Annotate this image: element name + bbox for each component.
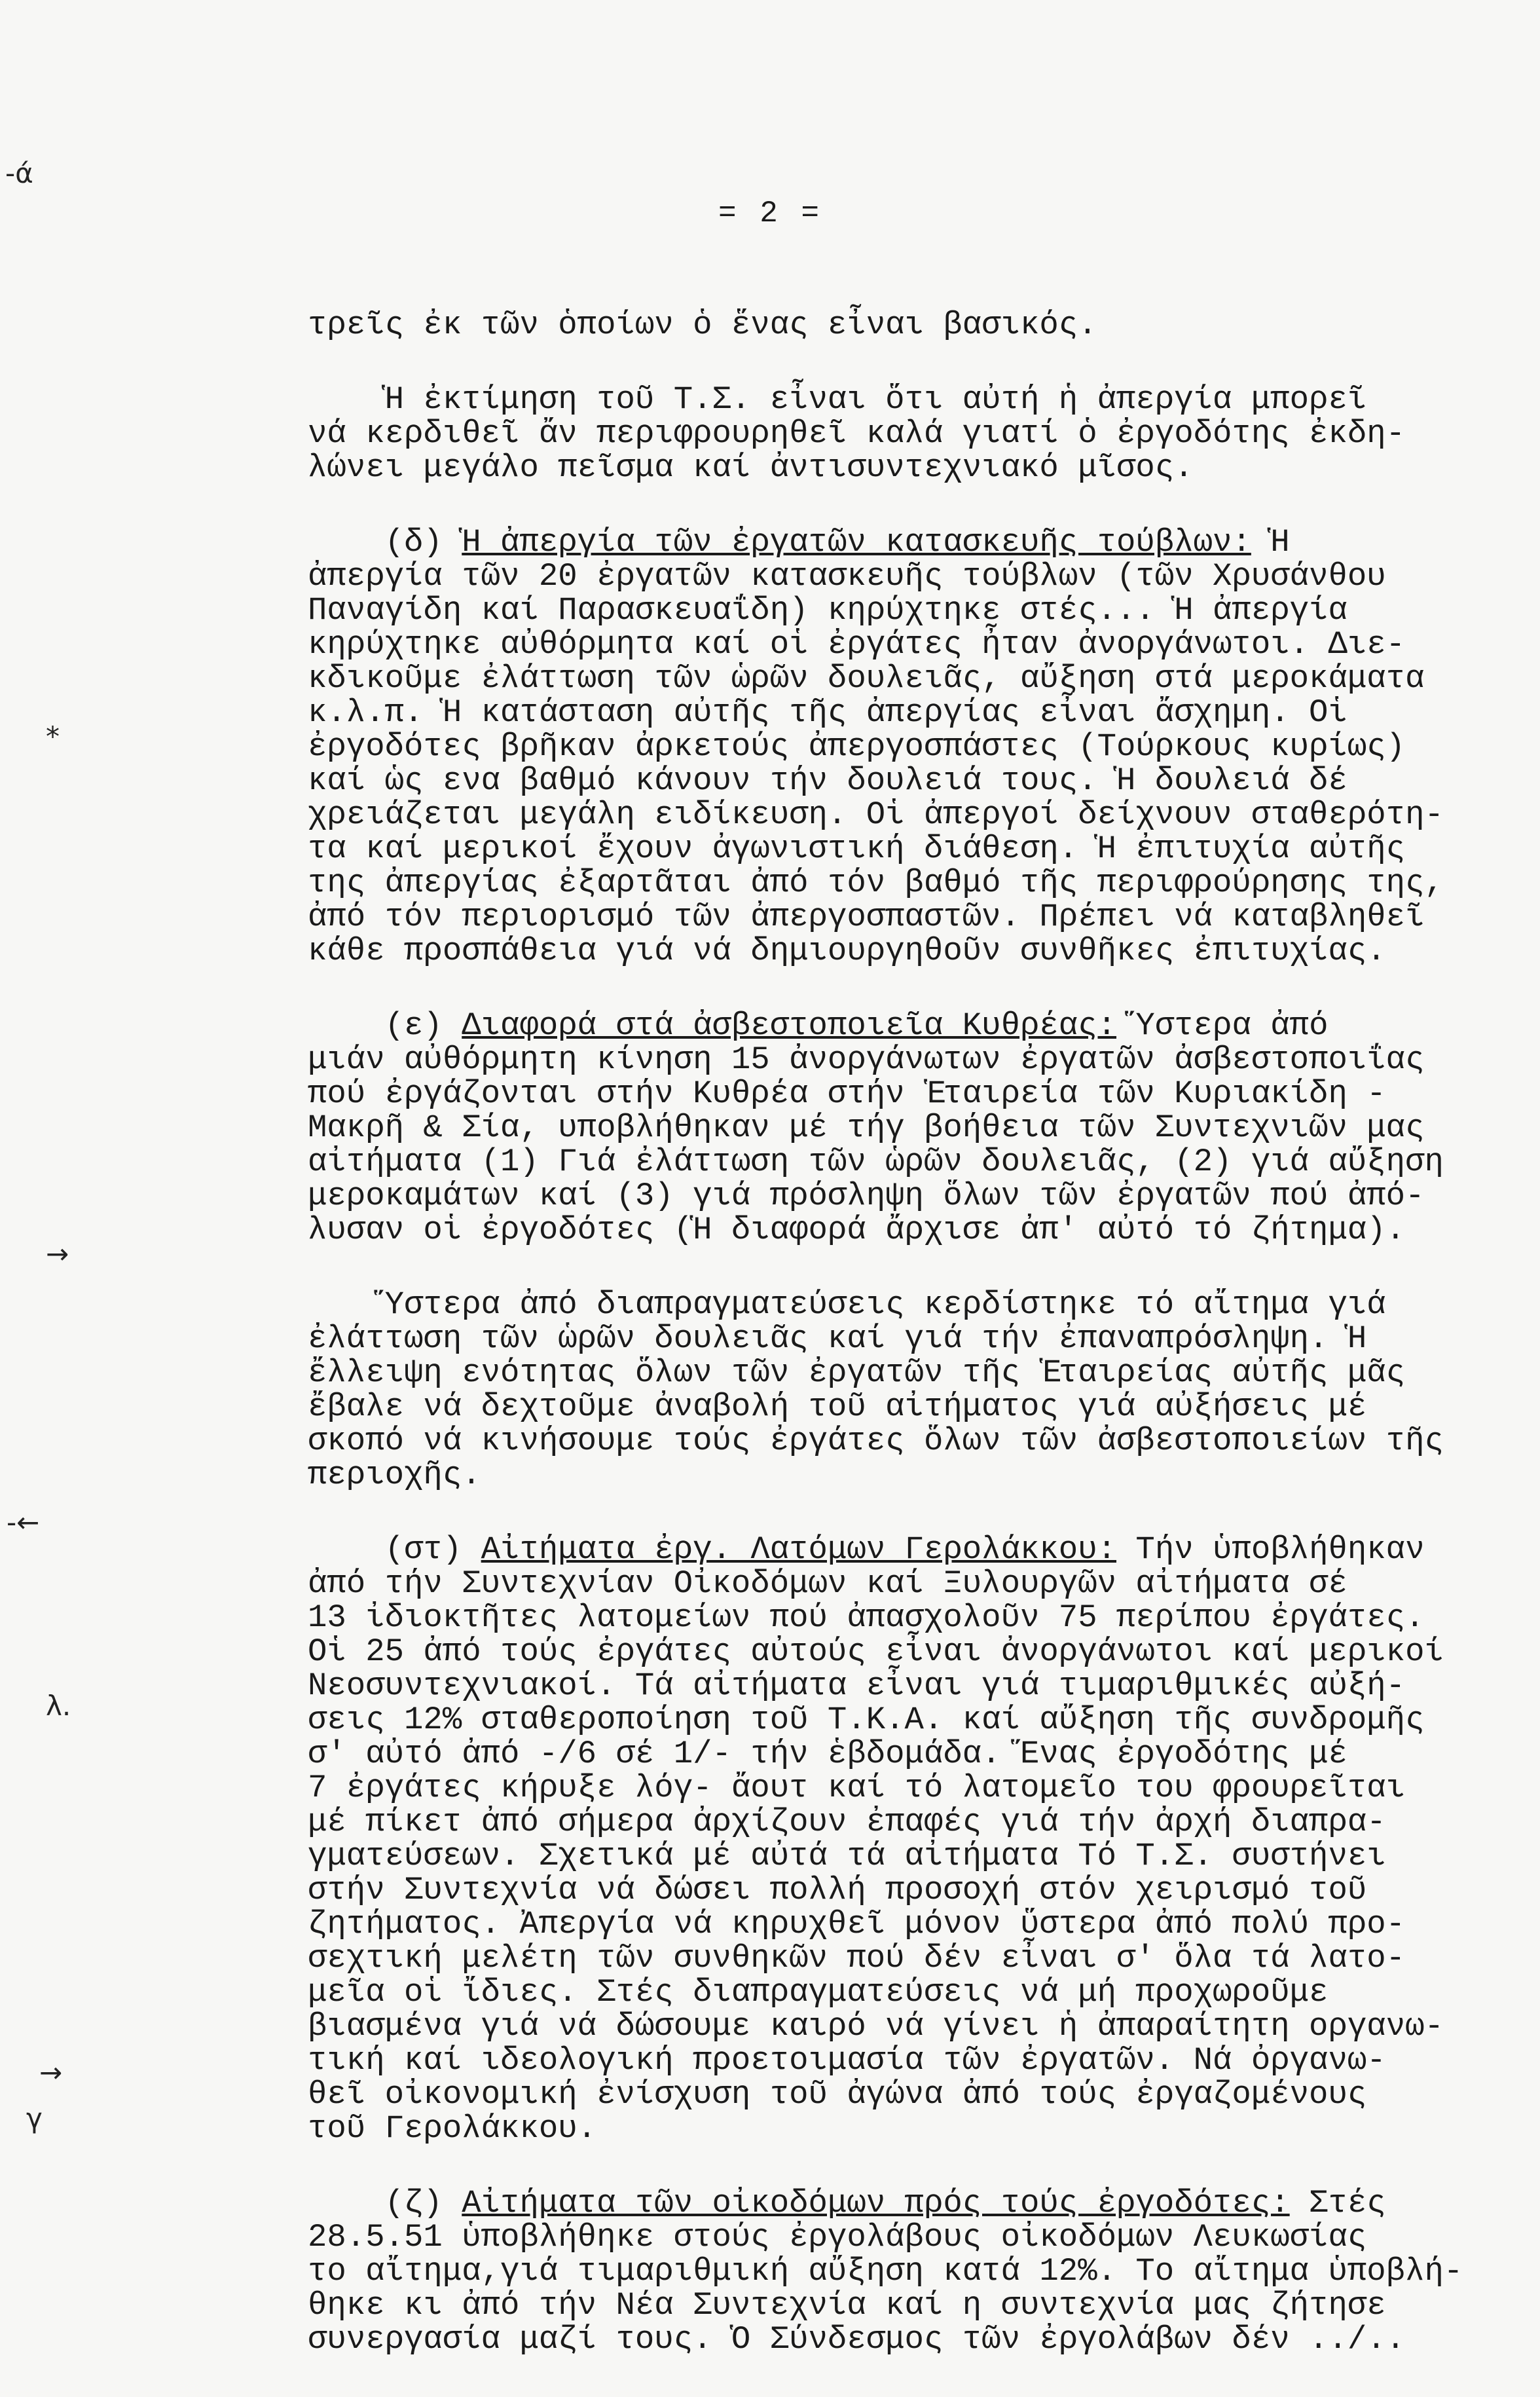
text-line: Μακρῆ & Σία, υποβλήθηκαν μέ τήγ βοήθεια τῶν Συντεχνιῶν μας: [308, 1109, 1425, 1146]
section-heading: Αἰτήματα ἐργ. Λατόμων Γερολάκκου:: [481, 1531, 1117, 1568]
text-line: θεῖ οἰκονομική ἐνίσχυση τοῦ ἀγώνα ἀπό τούς ἐργαζομένους: [308, 2076, 1367, 2113]
text-line: ἔβαλε νά δεχτοῦμε ἀναβολή τοῦ αἰτήματος γιά αὐξήσεις μέ: [308, 1388, 1367, 1425]
text-line: ζητήματος. Ἀπεργία νά κηρυχθεῖ μόνον ὕστερα ἀπό πολύ προ-: [308, 1906, 1406, 1942]
paragraph: [308, 382, 1526, 485]
text-line: συνεργασία μαζί τους. Ὁ Σύνδεσμος τῶν ἐργολάβων δέν ../..: [308, 2321, 1406, 2358]
page-number: = 2 =: [718, 196, 822, 231]
text-line: κ.λ.π. Ἡ κατάσταση αὐτῆς τῆς ἀπεργίας εἶναι ἄσχημη. Οἱ: [308, 694, 1348, 731]
text-line: θηκε κι ἀπό τήν Νέα Συντεχνία καί η συντεχνία μας ζήτησε: [308, 2287, 1386, 2324]
text-line: μέ πίκετ ἀπό σήμερα ἀρχίζουν ἐπαφές γιά τήν ἀρχή διαπρα-: [308, 1804, 1386, 1840]
text-line: Ἡ ἐκτίμηση τοῦ Τ.Σ. εἶναι ὅτι αὐτή ἡ ἀπεργία μπορεῖ: [308, 381, 1367, 418]
text-line: μιάν αὐθόρμητη κίνηση 15 ἀνοργάνωτων ἐργατῶν ἀσβεστοποιΐας: [308, 1041, 1425, 1078]
text-line: κάθε προσπάθεια γιά νά δημιουργηθοῦν συνθῆκες ἐπιτυχίας.: [308, 933, 1386, 969]
margin-mark: -ά: [5, 157, 33, 189]
paragraph-z-builders-demands: [308, 2186, 1526, 2356]
heading-continuation: Τήν ὑποβλήθηκαν: [1116, 1531, 1425, 1568]
text-line: ἀπεργία τῶν 20 ἐργατῶν κατασκευῆς τούβλων (τῶν Χρυσάνθου: [308, 558, 1386, 595]
text-line: βιασμένα γιά νά δώσουμε καιρό νά γίνει ἡ ἀπαραίτητη οργανω-: [308, 2008, 1444, 2045]
text-line: ἀπό τήν Συντεχνίαν Οἰκοδόμων καί Ξυλουργῶν αἰτήματα σέ: [308, 1565, 1348, 1602]
section-label: (ζ): [308, 2185, 462, 2221]
text-line: σ' αὐτό ἀπό -/6 σέ 1/- τήν ἑβδομάδα. Ἕνας ἐργοδότης μέ: [308, 1736, 1348, 1772]
section-heading: Αἰτήματα τῶν οἰκοδόμων πρός τούς ἐργοδότες:: [462, 2185, 1290, 2221]
text-line: σεχτική μελέτη τῶν συνθηκῶν πού δέν εἶναι σ' ὅλα τά λατο-: [308, 1940, 1406, 1977]
text-line: 7 ἐργάτες κήρυξε λόγ- ἄουτ καί τό λατομεῖο του φρουρεῖται: [308, 1770, 1406, 1806]
text-line: λώνει μεγάλο πεῖσμα καί ἀντισυντεχνιακό μῖσος.: [308, 449, 1194, 486]
heading-continuation: Στές: [1289, 2185, 1386, 2221]
text-line: 28.5.51 ὑποβλήθηκε στούς ἐργολάβους οἰκοδόμων Λευκωσίας: [308, 2219, 1367, 2256]
margin-mark: →: [46, 1238, 69, 1270]
text-line: κδικοῦμε ἐλάττωση τῶν ὡρῶν δουλειᾶς, αὔξηση στά μεροκάματα: [308, 660, 1425, 697]
text-line: της ἀπεργίας ἐξαρτᾶται ἀπό τόν βαθμό τῆς περιφρούρησης της,: [308, 864, 1444, 901]
text-line: ἐργοδότες βρῆκαν ἀρκετούς ἀπεργοσπάστες (Τούρκους κυρίως): [308, 728, 1406, 765]
text-line: τική καί ιδεολογική προετοιμασία τῶν ἐργατῶν. Νά ὀργανω-: [308, 2042, 1386, 2079]
paragraph-d-brick-workers-strike: [308, 525, 1526, 968]
paragraph-st-quarry-workers-demands: [308, 1533, 1526, 2146]
margin-mark: -←: [7, 1506, 40, 1538]
text-line: περιοχῆς.: [308, 1457, 481, 1493]
paragraph-e-kythrea-dispute: [308, 1009, 1526, 1247]
text-line: γματεύσεων. Σχετικά μέ αὐτά τά αἰτήματα Τό Τ.Σ. συστήνει: [308, 1838, 1386, 1874]
section-heading-line: [308, 1009, 1526, 1043]
paragraph: [308, 1288, 1526, 1492]
margin-mark: →: [39, 2056, 63, 2089]
heading-continuation: Ὕστερα ἀπό: [1116, 1007, 1329, 1044]
text-line: Οἱ 25 ἀπό τούς ἐργάτες αὐτούς εἶναι ἀνοργάνωτοι καί μερικοί: [308, 1633, 1444, 1670]
heading-continuation: Ἡ: [1251, 524, 1290, 561]
text-line: χρειάζεται μεγάλη ειδίκευση. Οἱ ἀπεργοί δείχνουν σταθερότη-: [308, 796, 1444, 833]
text-line: σεις 12% σταθεροποίηση τοῦ Τ.Κ.Α. καί αὔξηση τῆς συνδρομῆς: [308, 1701, 1425, 1738]
text-line: το αἴτημα,γιά τιμαριθμική αὔξηση κατά 12%. Το αἴτημα ὑποβλή-: [308, 2253, 1463, 2290]
text-line: ἀπό τόν περιορισμό τῶν ἀπεργοσπαστῶν. Πρέπει νά καταβληθεῖ: [308, 899, 1425, 935]
text-line: Παναγίδη καί Παρασκευαΐδη) κηρύχτηκε στές... Ἡ ἀπεργία: [308, 592, 1348, 629]
text-line: αἰτήματα (1) Γιά ἐλάττωση τῶν ὡρῶν δουλειᾶς, (2) γιά αὔξηση: [308, 1143, 1444, 1180]
text-line: τα καί μερικοί ἔχουν ἀγωνιστική διάθεση. Ἡ ἐπιτυχία αὐτῆς: [308, 830, 1406, 867]
text-line: Νεοσυντεχνιακοί. Τά αἰτήματα εἶναι γιά τιμαριθμικές αὐξή-: [308, 1667, 1406, 1704]
text-line: καί ὡς ενα βαθμό κάνουν τήν δουλειά τους. Ἡ δουλειά δέ: [308, 762, 1348, 799]
text-line: στήν Συντεχνία νά δώσει πολλή προσοχή στόν χειρισμό τοῦ: [308, 1872, 1367, 1908]
text-line: 13 ἰδιοκτῆτες λατομείων πού ἀπασχολοῦν 75 περίπου ἐργάτες.: [308, 1599, 1425, 1636]
text-line: κηρύχτηκε αὐθόρμητα καί οἱ ἐργάτες ἦταν ἀνοργάνωτοι. Διε-: [308, 626, 1406, 663]
text-line: σκοπό νά κινήσουμε τούς ἐργάτες ὅλων τῶν ἀσβεστοποιείων τῆς: [308, 1422, 1444, 1459]
paragraph: [308, 308, 1526, 342]
margin-mark: γ: [26, 2102, 43, 2134]
section-heading: Διαφορά στά ἀσβεστοποιεῖα Κυθρέας:: [462, 1007, 1117, 1044]
text-line: μεῖα οἱ ἴδιες. Στές διαπραγματεύσεις νά μή προχωροῦμε: [308, 1974, 1329, 2011]
margin-mark: λ.: [46, 1690, 71, 1722]
document-body: [308, 308, 1526, 2397]
section-heading-line: [308, 2186, 1526, 2220]
text-line: Ὕστερα ἀπό διαπραγματεύσεις κερδίστηκε τό αἴτημα γιά: [308, 1286, 1386, 1323]
text-line: πού ἐργάζονται στήν Κυθρέα στήν Ἑταιρεία τῶν Κυριακίδη -: [308, 1075, 1386, 1112]
section-label: (δ): [308, 524, 462, 561]
text-line: ἔλλειψη ενότητας ὅλων τῶν ἐργατῶν τῆς Ἑταιρείας αὐτῆς μᾶς: [308, 1354, 1406, 1391]
section-heading-line: [308, 1533, 1526, 1567]
section-label: (ε): [308, 1007, 462, 1044]
text-line: τοῦ Γερολάκκου.: [308, 2110, 597, 2147]
margin-mark: *: [46, 720, 60, 753]
text-line: ἐλάττωση τῶν ὡρῶν δουλειᾶς καί γιά τήν ἐπαναπρόσληψη. Ἡ: [308, 1320, 1367, 1357]
section-heading-line: [308, 525, 1526, 559]
text-line: μεροκαμάτων καί (3) γιά πρόσληψη ὅλων τῶν ἐργατῶν πού ἀπό-: [308, 1178, 1425, 1214]
text-line: τρεῖς ἐκ τῶν ὁποίων ὁ ἕνας εἶναι βασικός.: [308, 307, 1097, 343]
text-line: νά κερδιθεῖ ἄν περιφρουρηθεῖ καλά γιατί ὁ ἐργοδότης ἐκδη-: [308, 415, 1406, 452]
section-heading: Ἡ ἀπεργία τῶν ἐργατῶν κατασκευῆς τούβλων:: [462, 524, 1251, 561]
section-label: (στ): [308, 1531, 481, 1568]
text-line: λυσαν οἱ ἐργοδότες (Ἡ διαφορά ἄρχισε ἀπ' αὐτό τό ζήτημα).: [308, 1212, 1406, 1248]
